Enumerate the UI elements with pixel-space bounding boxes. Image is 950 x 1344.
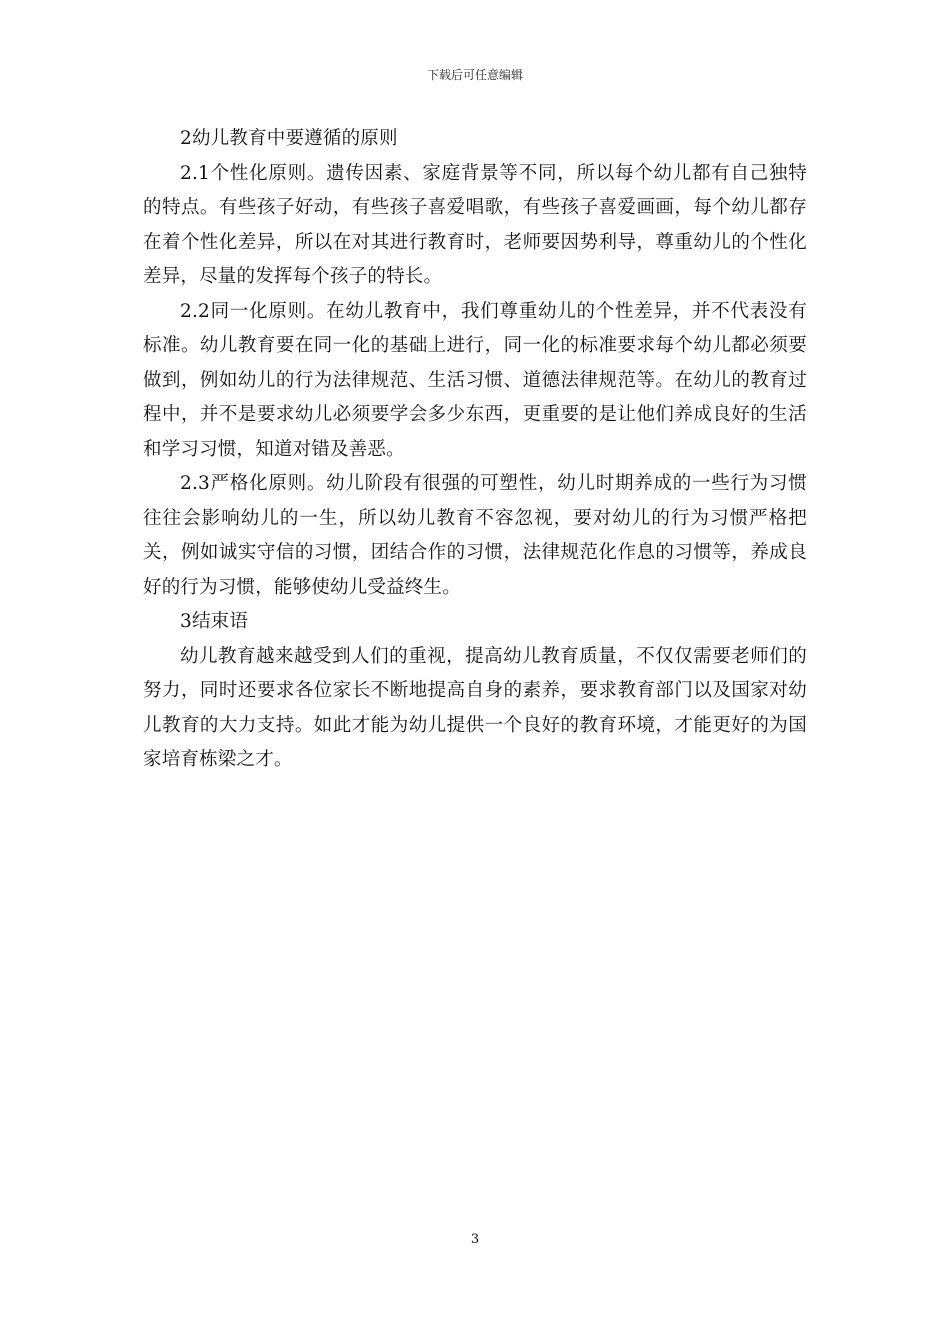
paragraph-2-2: 2.2同一化原则。在幼儿教育中，我们尊重幼儿的个性差异，并不代表没有标准。幼儿教育要在同一化的基础上进行，同一化的标准要求每个幼儿都必须要做到，例如幼儿的行为法律规范、生活习惯、道德法律规范等。在幼儿的教育过程中，并不是要求幼儿必须要学会多少东西，更重要的是让他们养成良好的生活和学习习惯，知道对错及善恶。 xyxy=(143,300,807,460)
page-number: 3 xyxy=(470,1232,480,1247)
header-note: 下载后可任意编辑 xyxy=(426,68,523,82)
document-body xyxy=(143,122,807,778)
paragraph-2-3: 2.3严格化原则。幼儿阶段有很强的可塑性，幼儿时期养成的一些行为习惯往往会影响幼儿的一生，所以幼儿教育不容忽视，要对幼儿的行为习惯严格把关，例如诚实守信的习惯，团结合作的习惯，法律规范化作息的习惯等，养成良好的行为习惯，能够使幼儿受益终生。 xyxy=(143,473,807,598)
paragraph-3: 幼儿教育越来越受到人们的重视，提高幼儿教育质量，不仅仅需要老师们的努力，同时还要求各位家长不断地提高自身的素养，要求教育部门以及国家对幼儿教育的大力支持。如此才能为幼儿提供一个良好的教育环境，才能更好的为国家培育栋梁之才。 xyxy=(143,645,807,770)
section-3-heading: 3结束语 xyxy=(180,611,249,632)
paragraph-2-1: 2.1个性化原则。遗传因素、家庭背景等不同，所以每个幼儿都有自己独特的特点。有些孩子好动，有些孩子喜爱唱歌，有些孩子喜爱画画，每个幼儿都存在着个性化差异，所以在对其进行教育时，老师要因势利导，尊重幼儿的个性化差异，尽量的发挥每个孩子的特长。 xyxy=(143,162,807,287)
section-2-heading: 2幼儿教育中要遵循的原则 xyxy=(180,128,398,149)
